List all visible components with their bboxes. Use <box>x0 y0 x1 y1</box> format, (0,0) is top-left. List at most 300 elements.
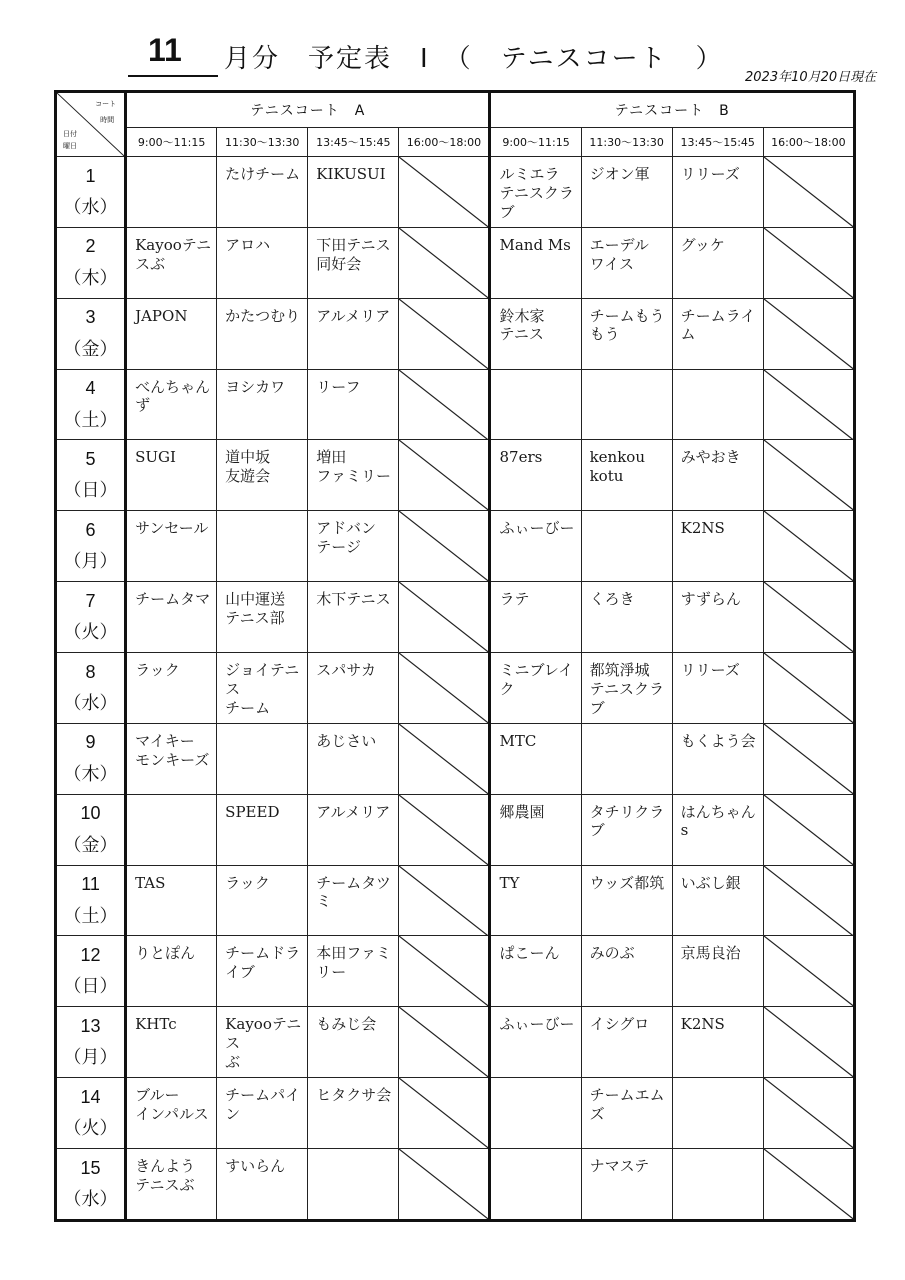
booking-cell <box>217 227 308 298</box>
booking-cell <box>672 1007 763 1078</box>
closed-slot-diagonal <box>764 440 853 510</box>
closed-slot <box>399 511 490 582</box>
booking-name: 都筑淨城 テニスクラブ <box>589 661 664 717</box>
booking-cell <box>490 794 581 865</box>
booking-cell <box>308 653 399 724</box>
booking-name: あじさい <box>316 731 377 750</box>
booking-cell <box>672 440 763 511</box>
table-row <box>56 1078 855 1149</box>
booking-cell <box>126 1078 217 1149</box>
day-number: 8 <box>85 661 96 682</box>
booking-cell <box>126 936 217 1007</box>
closed-slot <box>763 298 854 369</box>
booking-cell <box>490 157 581 228</box>
closed-slot <box>763 865 854 936</box>
booking-name <box>673 1078 763 1086</box>
date-cell <box>56 157 126 228</box>
closed-slot <box>399 723 490 794</box>
day-of-week: （金） <box>63 338 118 360</box>
closed-slot <box>763 369 854 440</box>
booking-cell <box>672 1078 763 1149</box>
booking-cell <box>217 653 308 724</box>
closed-slot <box>763 936 854 1007</box>
day-of-week: （月） <box>63 1047 118 1069</box>
booking-name: タチリクラブ <box>589 802 665 840</box>
booking-cell <box>581 865 672 936</box>
booking-name: リリーズ <box>680 661 740 680</box>
booking-name: アドバン テージ <box>316 519 376 557</box>
booking-name: ヒタクサ会 <box>316 1086 392 1105</box>
booking-name: リリーズ <box>680 165 740 183</box>
booking-cell <box>581 298 672 369</box>
booking-name <box>673 370 763 378</box>
booking-name: チームドライブ <box>225 944 301 982</box>
slot-header: 16:00〜18:00 <box>763 128 854 157</box>
booking-name <box>582 370 672 378</box>
booking-cell <box>126 440 217 511</box>
booking-name: K2NS <box>680 519 725 538</box>
table-row <box>56 157 855 228</box>
date-cell <box>56 369 126 440</box>
booking-cell <box>490 1078 581 1149</box>
slot-header: 9:00〜11:15 <box>490 128 581 157</box>
closed-slot-diagonal <box>764 724 853 794</box>
day-of-week: （土） <box>63 409 118 431</box>
booking-cell <box>581 936 672 1007</box>
closed-slot-diagonal <box>764 866 853 936</box>
booking-name: 増田 ファミリー <box>316 448 391 486</box>
booking-name <box>217 724 307 732</box>
booking-cell <box>217 723 308 794</box>
booking-name: JAPON <box>135 306 188 325</box>
booking-cell <box>126 298 217 369</box>
booking-cell <box>217 936 308 1007</box>
booking-cell <box>490 440 581 511</box>
day-number: 6 <box>85 519 96 540</box>
booking-cell <box>581 440 672 511</box>
booking-name: マイキー モンキーズ <box>135 731 210 769</box>
date-cell <box>56 1007 126 1078</box>
closed-slot <box>763 794 854 865</box>
closed-slot <box>763 157 854 228</box>
booking-cell <box>581 1007 672 1078</box>
booking-name <box>582 511 672 519</box>
closed-slot <box>763 511 854 582</box>
closed-slot-diagonal <box>399 370 488 440</box>
booking-name: チームパイン <box>225 1086 301 1123</box>
table-row <box>56 865 855 936</box>
booking-name: kenkou kotu <box>589 448 645 486</box>
booking-cell <box>490 1149 581 1221</box>
booking-name: KHTc <box>135 1015 177 1034</box>
day-of-week: （月） <box>63 551 118 573</box>
booking-cell <box>308 1078 399 1149</box>
table-row <box>56 227 855 298</box>
closed-slot-diagonal <box>764 511 853 581</box>
closed-slot-diagonal <box>399 228 488 298</box>
booking-cell <box>126 723 217 794</box>
day-of-week: （土） <box>63 905 118 927</box>
booking-cell <box>672 865 763 936</box>
booking-cell <box>490 936 581 1007</box>
booking-cell <box>217 1149 308 1221</box>
closed-slot <box>763 227 854 298</box>
day-number: 4 <box>85 378 96 399</box>
closed-slot-diagonal <box>764 157 853 227</box>
booking-cell <box>490 723 581 794</box>
booking-name: ウッズ都筑 <box>589 873 665 892</box>
booking-cell <box>581 582 672 653</box>
day-number: 5 <box>85 448 96 469</box>
date-cell <box>56 298 126 369</box>
day-number: 10 <box>80 803 101 824</box>
booking-cell <box>308 1149 399 1221</box>
booking-name: 京馬良治 <box>680 944 741 963</box>
date-cell <box>56 582 126 653</box>
closed-slot-diagonal <box>764 1078 853 1148</box>
booking-name: ふぃーびー <box>499 1015 575 1034</box>
booking-cell <box>672 511 763 582</box>
booking-name: チームエムズ <box>589 1086 665 1123</box>
closed-slot-diagonal <box>399 1007 488 1077</box>
booking-cell <box>308 723 399 794</box>
booking-cell <box>217 157 308 228</box>
booking-name: たけチーム <box>225 165 301 183</box>
booking-name: ぱこーん <box>499 944 560 963</box>
table-row <box>56 1007 855 1078</box>
booking-cell <box>126 511 217 582</box>
booking-name: ブルー インパルス <box>135 1086 209 1123</box>
closed-slot-diagonal <box>399 795 488 865</box>
booking-cell <box>581 723 672 794</box>
booking-name: リーフ <box>316 377 361 396</box>
slot-header: 9:00〜11:15 <box>126 128 217 157</box>
day-of-week: （水） <box>63 196 118 218</box>
booking-name <box>127 157 216 165</box>
closed-slot-diagonal <box>764 1007 853 1077</box>
booking-name: MTC <box>499 731 537 750</box>
table-row <box>56 723 855 794</box>
day-of-week: （水） <box>63 692 118 714</box>
booking-cell <box>490 369 581 440</box>
slot-header: 11:30〜13:30 <box>217 128 308 157</box>
title-underline <box>128 75 218 77</box>
booking-cell <box>217 582 308 653</box>
date-cell <box>56 1078 126 1149</box>
booking-name: もくよう会 <box>680 731 756 750</box>
booking-cell <box>217 1007 308 1078</box>
booking-cell <box>581 157 672 228</box>
table-row <box>56 794 855 865</box>
booking-name: かたつむり <box>225 306 301 325</box>
closed-slot-diagonal <box>764 370 853 440</box>
booking-cell <box>126 369 217 440</box>
booking-cell <box>581 1149 672 1221</box>
booking-name <box>491 370 580 378</box>
closed-slot <box>399 936 490 1007</box>
slot-header: 13:45〜15:45 <box>672 128 763 157</box>
booking-cell <box>672 369 763 440</box>
day-number: 11 <box>81 874 100 895</box>
closed-slot <box>399 794 490 865</box>
booking-name: ラック <box>225 873 270 892</box>
booking-cell <box>490 511 581 582</box>
booking-name: チームタツミ <box>316 873 391 911</box>
closed-slot-diagonal <box>399 1078 488 1148</box>
booking-cell <box>672 582 763 653</box>
booking-name <box>308 1149 398 1157</box>
closed-slot-diagonal <box>399 157 488 227</box>
corner-cell <box>56 92 126 157</box>
closed-slot <box>399 298 490 369</box>
closed-slot-diagonal <box>764 795 853 865</box>
closed-slot-diagonal <box>764 936 853 1006</box>
table-row <box>56 653 855 724</box>
booking-cell <box>490 582 581 653</box>
booking-name <box>491 1149 580 1157</box>
day-of-week: （木） <box>63 763 118 785</box>
booking-cell <box>126 157 217 228</box>
closed-slot <box>399 582 490 653</box>
booking-cell <box>217 369 308 440</box>
booking-name: くろき <box>589 590 635 609</box>
date-cell <box>56 653 126 724</box>
booking-cell <box>126 1007 217 1078</box>
booking-name: 本田ファミリー <box>316 944 391 982</box>
booking-cell <box>126 227 217 298</box>
booking-name: ラテ <box>499 590 530 609</box>
day-number: 1 <box>85 165 96 186</box>
booking-cell <box>217 794 308 865</box>
day-of-week: （水） <box>63 1189 118 1211</box>
booking-name: TAS <box>135 873 166 892</box>
booking-cell <box>308 1007 399 1078</box>
booking-cell <box>126 794 217 865</box>
day-number: 14 <box>80 1086 101 1107</box>
date-cell <box>56 794 126 865</box>
date-cell <box>56 511 126 582</box>
day-of-week: （金） <box>63 834 118 856</box>
booking-cell <box>126 653 217 724</box>
corner-court-label: コート <box>95 100 117 108</box>
closed-slot <box>399 865 490 936</box>
booking-cell <box>308 369 399 440</box>
closed-slot-diagonal <box>764 1149 853 1219</box>
slot-header: 16:00〜18:00 <box>399 128 490 157</box>
booking-name: もみじ会 <box>316 1015 377 1034</box>
closed-slot <box>763 440 854 511</box>
closed-slot <box>399 1007 490 1078</box>
booking-name: 鈴木家 テニス <box>499 306 545 344</box>
booking-cell <box>672 157 763 228</box>
closed-slot <box>399 157 490 228</box>
schedule-table <box>54 90 856 1222</box>
booking-name: みやおき <box>680 448 741 467</box>
day-number: 9 <box>85 732 96 753</box>
booking-cell <box>581 369 672 440</box>
court-a-header: テニスコート A <box>126 92 490 128</box>
booking-name: 郷農園 <box>499 802 545 821</box>
page-title <box>120 28 820 78</box>
slot-header: 11:30〜13:30 <box>581 128 672 157</box>
table-row <box>56 369 855 440</box>
booking-name: ナマステ <box>589 1157 650 1176</box>
booking-name <box>127 795 216 803</box>
day-of-week: （日） <box>63 480 118 502</box>
booking-cell <box>308 157 399 228</box>
booking-name: 道中坂 友遊会 <box>225 448 271 486</box>
booking-cell <box>490 298 581 369</box>
booking-cell <box>672 794 763 865</box>
booking-name: ラック <box>135 661 180 680</box>
booking-name: 87ers <box>499 448 543 467</box>
closed-slot-diagonal <box>764 582 853 652</box>
booking-name: TY <box>499 873 520 892</box>
booking-cell <box>581 227 672 298</box>
closed-slot-diagonal <box>399 653 488 723</box>
booking-name: 山中運送 テニス部 <box>225 590 286 627</box>
closed-slot-diagonal <box>764 228 853 298</box>
booking-name <box>582 724 672 732</box>
closed-slot-diagonal <box>764 299 853 369</box>
booking-name: Mand Ms <box>499 235 571 254</box>
closed-slot <box>399 653 490 724</box>
booking-name: チームライム <box>680 306 756 344</box>
booking-name: チームもうもう <box>589 306 665 344</box>
day-number: 2 <box>85 236 96 257</box>
booking-cell <box>672 936 763 1007</box>
corner-time-label: 時間 <box>100 116 115 124</box>
court-b-header: テニスコート B <box>490 92 855 128</box>
booking-cell <box>308 865 399 936</box>
closed-slot-diagonal <box>399 866 488 936</box>
booking-name: K2NS <box>680 1015 725 1034</box>
booking-name: すずらん <box>680 590 741 609</box>
day-of-week: （火） <box>63 622 118 644</box>
day-number: 12 <box>80 944 101 965</box>
slot-header: 13:45〜15:45 <box>308 128 399 157</box>
booking-cell <box>217 298 308 369</box>
booking-cell <box>126 1149 217 1221</box>
closed-slot <box>399 440 490 511</box>
booking-cell <box>126 865 217 936</box>
booking-name: いぶし銀 <box>680 873 741 892</box>
booking-name: Kayooテニスぶ <box>135 235 212 273</box>
table-row <box>56 298 855 369</box>
closed-slot-diagonal <box>399 1149 488 1219</box>
booking-name: ふぃーびー <box>499 519 575 538</box>
date-cell <box>56 865 126 936</box>
booking-cell <box>581 1078 672 1149</box>
booking-name: ルミエラ テニスクラブ <box>499 165 574 221</box>
booking-name: エーデル ワイス <box>589 235 649 273</box>
booking-cell <box>672 227 763 298</box>
booking-cell <box>308 511 399 582</box>
booking-name: チームタマ <box>135 590 211 609</box>
booking-cell <box>490 653 581 724</box>
table-row <box>56 1149 855 1221</box>
booking-cell <box>581 794 672 865</box>
booking-cell <box>672 1149 763 1221</box>
booking-cell <box>490 865 581 936</box>
booking-cell <box>490 1007 581 1078</box>
booking-cell <box>672 298 763 369</box>
booking-name: SPEED <box>225 802 280 821</box>
booking-cell <box>308 227 399 298</box>
corner-dow-label: 曜日 <box>63 142 77 150</box>
booking-cell <box>126 582 217 653</box>
closed-slot-diagonal <box>399 724 488 794</box>
booking-name: SUGI <box>135 448 176 467</box>
day-of-week: （木） <box>63 267 118 289</box>
closed-slot <box>763 723 854 794</box>
booking-name: アロハ <box>225 235 271 254</box>
date-cell <box>56 936 126 1007</box>
booking-name: みのぶ <box>589 944 635 963</box>
closed-slot-diagonal <box>399 440 488 510</box>
day-number: 13 <box>80 1015 101 1036</box>
closed-slot <box>399 227 490 298</box>
date-cell <box>56 227 126 298</box>
booking-name: はんちゃんs <box>680 802 756 840</box>
booking-cell <box>308 582 399 653</box>
booking-cell <box>672 723 763 794</box>
closed-slot <box>399 1078 490 1149</box>
booking-name: 木下テニス <box>316 590 391 609</box>
booking-name: べんちゃんず <box>135 377 211 415</box>
booking-name: ジオン軍 <box>589 165 650 183</box>
closed-slot-diagonal <box>399 511 488 581</box>
closed-slot-diagonal <box>764 653 853 723</box>
booking-name: アルメリア <box>316 306 391 325</box>
title-month: 11 <box>148 32 182 68</box>
booking-cell <box>217 511 308 582</box>
day-number: 15 <box>80 1157 101 1178</box>
booking-cell <box>217 440 308 511</box>
booking-name: アルメリア <box>316 802 391 821</box>
date-cell <box>56 1149 126 1221</box>
booking-name: イシグロ <box>589 1015 650 1034</box>
booking-name: スパサカ <box>316 661 376 680</box>
day-of-week: （日） <box>63 976 118 998</box>
booking-name: グッケ <box>680 235 725 254</box>
booking-name: きんよう テニスぶ <box>135 1157 196 1194</box>
booking-name: 下田テニス 同好会 <box>316 235 391 273</box>
booking-cell <box>308 440 399 511</box>
date-cell <box>56 723 126 794</box>
closed-slot <box>763 1149 854 1221</box>
booking-cell <box>308 794 399 865</box>
booking-name: ジョイテニス チーム <box>225 661 300 717</box>
booking-name: Kayooテニス ぶ <box>225 1015 302 1071</box>
corner-date-label: 日付 <box>63 130 77 138</box>
closed-slot <box>763 1007 854 1078</box>
booking-name <box>673 1149 763 1157</box>
closed-slot <box>399 369 490 440</box>
booking-cell <box>217 865 308 936</box>
booking-name: りとぽん <box>135 944 196 963</box>
booking-name: ミニブレイク <box>499 661 574 698</box>
table-row <box>56 511 855 582</box>
booking-name: すいらん <box>225 1157 286 1176</box>
booking-name: KIKUSUI <box>316 165 386 183</box>
booking-cell <box>308 936 399 1007</box>
closed-slot <box>763 1078 854 1149</box>
date-cell <box>56 440 126 511</box>
booking-cell <box>581 511 672 582</box>
as-of-date: 2023年10月20日現在 <box>745 70 877 85</box>
booking-name <box>491 1078 580 1086</box>
